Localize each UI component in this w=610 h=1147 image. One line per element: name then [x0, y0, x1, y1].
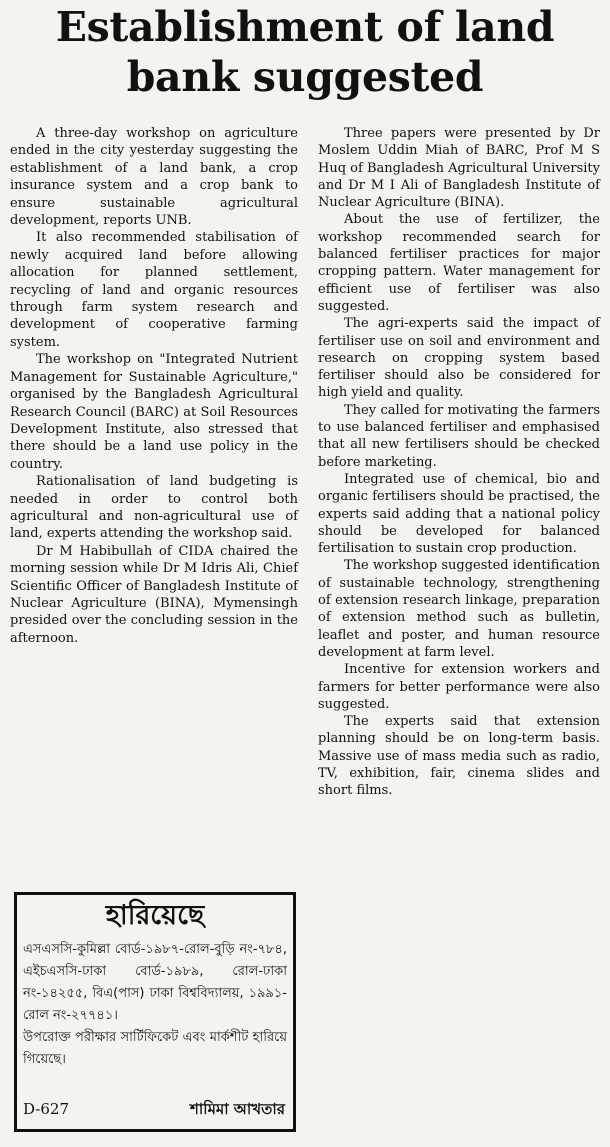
- right-column: [318, 125, 600, 800]
- article-paragraph: Rationalisation of land budgeting is needed in order to control both agricultural and non-agricultural use of land, experts attending the workshop said.: [10, 474, 298, 542]
- ad-note: উপরোক্ত পরীক্ষার সার্টিফিকেট এবং মার্কশীট হারিয়ে গিয়েছে।: [23, 1030, 287, 1067]
- ad-code: D-627: [23, 1100, 70, 1118]
- ad-title: হারিয়েছে: [105, 900, 205, 931]
- headline-line-2: bank suggested: [126, 53, 484, 101]
- article-paragraph: Dr M Habibullah of CIDA chaired the morning session while Dr M Idris Ali, Chief Scientific Officer of Bangladesh Institute of Nuclear Agriculture (BINA), Mymensingh presided over the concluding session in the afternoon.: [10, 543, 298, 646]
- article-paragraph: About the use of fertilizer, the workshop recommended search for balanced fertiliser practices for major cropping pattern. Water management for efficient use of fertiliser was also suggested.: [318, 212, 600, 314]
- article-paragraph: It also recommended stabilisation of newly acquired land before allowing allocation for planned settlement, recycling of land and organic resources through farm system research and development of cooperative farming system.: [10, 230, 298, 350]
- headline-line-1: Establishment of land: [55, 3, 555, 51]
- ad-body: এসএসসি-কুমিল্লা বোর্ড-১৯৮৭-রোল-বুড়ি নং-৭৮৪, এইচএসসি-ঢাকা বোর্ড-১৯৮৯, রোল-ঢাকা নং-১৪২৫৫, বিএ(পাস) ঢাকা বিশ্ববিদ্যালয়, ১৯৯১-রোল নং-২৭৭৪১।: [23, 942, 287, 1023]
- article-paragraph: Three papers were presented by Dr Moslem Uddin Miah of BARC, Prof M S Huq of Bangladesh Agricultural University and Dr M I Ali of Bangladesh Institute of Nuclear Agriculture (BINA).: [318, 126, 600, 211]
- headline: [0, 2, 610, 102]
- ad-footer: [23, 1098, 285, 1123]
- article-paragraph: Incentive for extension workers and farmers for better performance were also suggested.: [318, 662, 600, 712]
- article-paragraph: The agri-experts said the impact of fertiliser use on soil and environment and research on cropping system based fertiliser should also be considered for high yield and quality.: [318, 316, 600, 401]
- article-paragraph: The experts said that extension planning should be on long-term basis. Massive use of mass media such as radio, TV, exhibition, fair, cinema slides and short films.: [318, 714, 600, 799]
- ad-signatory: শামিমা আখতার: [190, 1100, 285, 1118]
- article-paragraph: A three-day workshop on agriculture ended in the city yesterday suggesting the establishment of a land bank, a crop insurance system and a crop bank to ensure sustainable agricultural development, reports UNB.: [10, 126, 298, 229]
- article-paragraph: Integrated use of chemical, bio and organic fertilisers should be practised, the experts said adding that a national policy should be developed for balanced fertilisation to sustain crop production.: [318, 471, 600, 557]
- article-paragraph: The workshop suggested identification of sustainable technology, strengthening of extension research linkage, preparation of extension method such as bulletin, leaflet and poster, and human resource development at farm level.: [318, 558, 600, 660]
- article-paragraph: The workshop on "Integrated Nutrient Management for Sustainable Agriculture," organised by the Bangladesh Agricultural Research Council (BARC) at Soil Resources Development Institute, also stressed that there should be a land use policy in the country.: [10, 352, 298, 472]
- left-column: [10, 125, 298, 647]
- article-paragraph: They called for motivating the farmers to use balanced fertiliser and emphasised that all new fertilisers should be checked before marketing.: [318, 402, 600, 470]
- lost-notice-ad: [14, 892, 296, 1132]
